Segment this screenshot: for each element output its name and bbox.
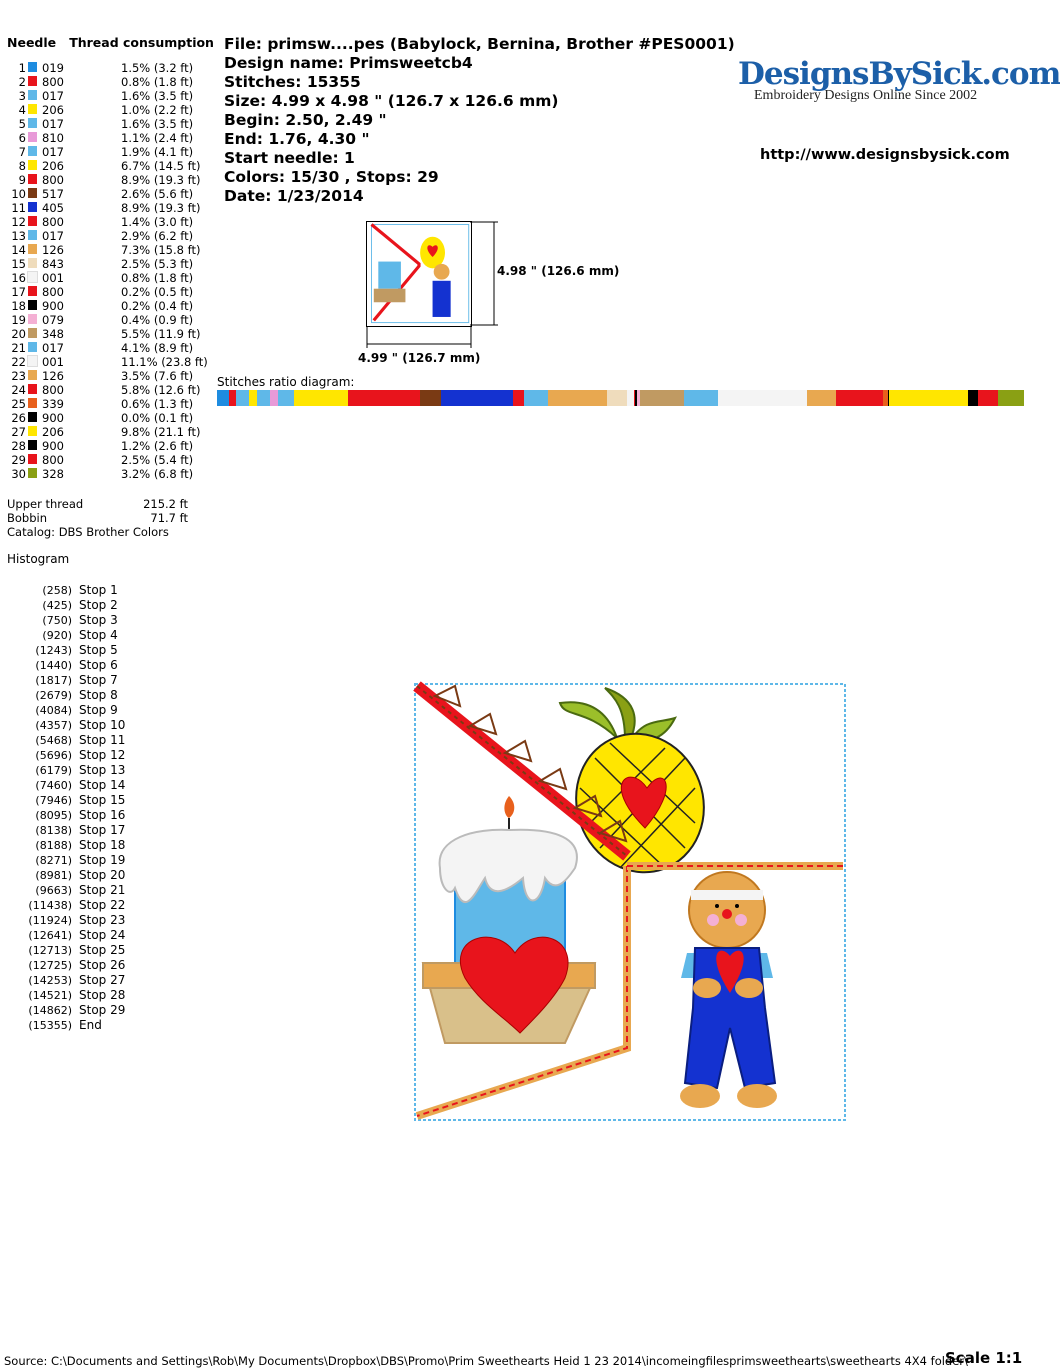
stitches-line: Stitches: 15355 — [224, 73, 361, 91]
thread-color-swatch — [28, 286, 37, 296]
thread-consumption: 4.1% (8.9 ft) — [121, 341, 194, 355]
histogram-title: Histogram — [7, 552, 70, 566]
thread-color-swatch — [28, 174, 37, 184]
thread-color-swatch — [28, 412, 37, 422]
needle-number: 14 — [11, 243, 26, 257]
stitch-count: (12725) — [28, 959, 72, 972]
thread-color-swatch — [28, 202, 37, 212]
stitch-count: (12641) — [28, 929, 72, 942]
stop-label: Stop 24 — [79, 928, 126, 942]
thread-code: 339 — [42, 397, 64, 411]
stop-label: Stop 9 — [79, 703, 118, 717]
thread-consumption: 0.8% (1.8 ft) — [121, 75, 194, 89]
thread-consumption-column-label: Thread consumption — [69, 35, 214, 50]
thread-color-swatch — [28, 258, 37, 268]
stop-label: Stop 27 — [79, 973, 126, 987]
stop-label: Stop 14 — [79, 778, 126, 792]
height-dimension-label: 4.98 " (126.6 mm) — [497, 264, 620, 278]
stitches-ratio-bar — [217, 390, 1024, 406]
needle-number: 10 — [11, 187, 26, 201]
thread-consumption: 8.9% (19.3 ft) — [121, 201, 201, 215]
stop-label: Stop 25 — [79, 943, 126, 957]
thread-code: 017 — [42, 117, 64, 131]
thread-code: 017 — [42, 341, 64, 355]
needle-number: 27 — [11, 425, 26, 439]
thread-color-swatch — [28, 90, 37, 100]
ratio-segment — [607, 390, 627, 406]
design-preview — [395, 678, 855, 1128]
stop-label: Stop 20 — [79, 868, 126, 882]
thread-consumption: 0.6% (1.3 ft) — [121, 397, 194, 411]
thread-code: 017 — [42, 145, 64, 159]
thread-consumption: 11.1% (23.8 ft) — [121, 355, 208, 369]
thread-code: 800 — [42, 285, 64, 299]
thread-consumption: 5.8% (12.6 ft) — [121, 383, 201, 397]
thread-consumption: 5.5% (11.9 ft) — [121, 327, 201, 341]
stop-label: Stop 19 — [79, 853, 126, 867]
stop-label: Stop 1 — [79, 583, 118, 597]
bobbin-value: 71.7 ft — [150, 511, 188, 525]
stitch-count: (11924) — [28, 914, 72, 927]
thread-consumption: 3.2% (6.8 ft) — [121, 467, 194, 481]
ratio-segment — [836, 390, 883, 406]
needle-number: 25 — [11, 397, 26, 411]
width-dimension-line — [366, 326, 474, 350]
thread-code: 001 — [42, 271, 64, 285]
thread-color-swatch — [28, 370, 37, 380]
stop-label: Stop 21 — [79, 883, 126, 897]
ratio-segment — [441, 390, 513, 406]
thread-consumption: 3.5% (7.6 ft) — [121, 369, 194, 383]
needle-number: 19 — [11, 313, 26, 327]
stitch-count: (8271) — [35, 854, 72, 867]
ratio-segment — [278, 390, 293, 406]
width-dimension-label: 4.99 " (126.7 mm) — [358, 351, 481, 365]
needle-number: 22 — [11, 355, 26, 369]
thread-consumption: 7.3% (15.8 ft) — [121, 243, 201, 257]
thread-color-swatch — [28, 62, 37, 72]
stitch-count: (8095) — [35, 809, 72, 822]
thread-code: 126 — [42, 243, 64, 257]
begin-line: Begin: 2.50, 2.49 " — [224, 111, 387, 129]
stitch-count: (2679) — [35, 689, 72, 702]
thread-consumption: 1.5% (3.2 ft) — [121, 61, 194, 75]
thread-color-swatch — [28, 468, 37, 478]
needle-number: 8 — [18, 159, 26, 173]
thread-consumption: 6.7% (14.5 ft) — [121, 159, 201, 173]
thread-color-swatch — [28, 244, 37, 254]
stop-label: Stop 4 — [79, 628, 118, 642]
thread-consumption: 2.6% (5.6 ft) — [121, 187, 194, 201]
brand-logo — [738, 56, 1060, 104]
thread-code: 405 — [42, 201, 64, 215]
ratio-segment — [968, 390, 978, 406]
ratio-segment — [348, 390, 420, 406]
stop-label: Stop 13 — [79, 763, 126, 777]
height-dimension-line — [470, 221, 500, 327]
file-line: File: primsw....pes (Babylock, Bernina, Brother #PES0001) — [224, 35, 735, 53]
thread-code: 843 — [42, 257, 64, 271]
stop-label: Stop 28 — [79, 988, 126, 1002]
needle-number: 12 — [11, 215, 26, 229]
needle-number: 9 — [18, 173, 26, 187]
thread-color-swatch — [28, 146, 37, 156]
thread-consumption: 0.4% (0.9 ft) — [121, 313, 194, 327]
thread-code: 800 — [42, 453, 64, 467]
thread-code: 348 — [42, 327, 64, 341]
stop-label: End — [79, 1018, 102, 1032]
thread-consumption: 1.4% (3.0 ft) — [121, 215, 194, 229]
stitch-count: (14253) — [28, 974, 72, 987]
stitch-count: (1243) — [35, 644, 72, 657]
thread-color-swatch — [28, 426, 37, 436]
thread-totals — [7, 497, 188, 539]
stop-label: Stop 26 — [79, 958, 126, 972]
stop-label: Stop 5 — [79, 643, 118, 657]
thread-color-swatch — [28, 230, 37, 240]
size-line: Size: 4.99 x 4.98 " (126.7 x 126.6 mm) — [224, 92, 559, 110]
stop-label: Stop 15 — [79, 793, 126, 807]
thread-color-swatch — [28, 272, 37, 282]
needle-number: 29 — [11, 453, 26, 467]
thread-color-swatch — [28, 342, 37, 352]
thread-consumption: 0.2% (0.5 ft) — [121, 285, 194, 299]
thread-consumption: 8.9% (19.3 ft) — [121, 173, 201, 187]
stop-label: Stop 2 — [79, 598, 118, 612]
upper-thread-value: 215.2 ft — [143, 497, 188, 511]
thread-code: 017 — [42, 89, 64, 103]
needle-number: 18 — [11, 299, 26, 313]
stop-label: Stop 7 — [79, 673, 118, 687]
needle-number: 2 — [18, 75, 26, 89]
thread-color-swatch — [28, 132, 37, 142]
needle-number: 17 — [11, 285, 26, 299]
thread-color-swatch — [28, 188, 37, 198]
thread-color-swatch — [28, 160, 37, 170]
needle-number: 24 — [11, 383, 26, 397]
catalog-label: Catalog: DBS Brother Colors — [7, 525, 169, 539]
ratio-segment — [684, 390, 717, 406]
ratio-segment — [640, 390, 684, 406]
thread-code: 001 — [42, 355, 64, 369]
thread-consumption: 1.2% (2.6 ft) — [121, 439, 194, 453]
thread-color-swatch — [28, 118, 37, 128]
needle-number: 4 — [18, 103, 26, 117]
stitch-count: (258) — [42, 584, 72, 597]
ratio-segment — [978, 390, 998, 406]
ratio-segment — [513, 390, 524, 406]
stitch-count: (920) — [42, 629, 72, 642]
thread-code: 800 — [42, 173, 64, 187]
stop-label: Stop 8 — [79, 688, 118, 702]
stitch-count: (6179) — [35, 764, 72, 777]
thread-color-swatch — [28, 440, 37, 450]
thread-color-swatch — [28, 356, 37, 366]
ratio-segment — [718, 390, 808, 406]
thread-consumption: 9.8% (21.1 ft) — [121, 425, 201, 439]
thread-consumption: 1.1% (2.4 ft) — [121, 131, 194, 145]
needle-number: 28 — [11, 439, 26, 453]
thread-code: 328 — [42, 467, 64, 481]
thread-color-swatch — [28, 398, 37, 408]
thread-color-swatch — [28, 104, 37, 114]
thread-consumption: 0.0% (0.1 ft) — [121, 411, 194, 425]
bobbin-label: Bobbin — [7, 511, 48, 525]
stitch-count: (8138) — [35, 824, 72, 837]
ratio-segment — [270, 390, 279, 406]
thread-code: 900 — [42, 439, 64, 453]
stitch-count: (425) — [42, 599, 72, 612]
needle-number: 16 — [11, 271, 26, 285]
thread-color-swatch — [28, 76, 37, 86]
thread-consumption: 2.5% (5.4 ft) — [121, 453, 194, 467]
stitch-count: (7460) — [35, 779, 72, 792]
ratio-segment — [217, 390, 229, 406]
stop-label: Stop 23 — [79, 913, 126, 927]
needle-number: 20 — [11, 327, 26, 341]
stop-label: Stop 29 — [79, 1003, 126, 1017]
thread-color-swatch — [28, 216, 37, 226]
ratio-segment — [236, 390, 249, 406]
thread-code: 900 — [42, 299, 64, 313]
thread-consumption: 0.2% (0.4 ft) — [121, 299, 194, 313]
thread-code: 800 — [42, 383, 64, 397]
needle-number: 5 — [18, 117, 26, 131]
stitch-count: (4357) — [35, 719, 72, 732]
ratio-segment — [548, 390, 607, 406]
stop-label: Stop 12 — [79, 748, 126, 762]
website-url[interactable]: http://www.designsbysick.com — [760, 147, 1010, 163]
thread-code: 900 — [42, 411, 64, 425]
stitch-count: (1817) — [35, 674, 72, 687]
ratio-segment — [998, 390, 1024, 406]
stitch-count: (8188) — [35, 839, 72, 852]
ratio-segment — [249, 390, 257, 406]
scale-label: Scale 1:1 — [945, 1349, 1023, 1367]
needle-number: 7 — [18, 145, 26, 159]
needle-number: 26 — [11, 411, 26, 425]
colors-line: Colors: 15/30 , Stops: 29 — [224, 168, 439, 186]
thread-consumption: 1.6% (3.5 ft) — [121, 117, 194, 131]
ratio-segment — [420, 390, 441, 406]
stitch-count: (14521) — [28, 989, 72, 1002]
stitch-count: (14862) — [28, 1004, 72, 1017]
thread-code: 810 — [42, 131, 64, 145]
ratio-segment — [294, 390, 348, 406]
stitch-count: (11438) — [28, 899, 72, 912]
thread-consumption: 2.5% (5.3 ft) — [121, 257, 194, 271]
thread-code: 206 — [42, 159, 64, 173]
stop-label: Stop 10 — [79, 718, 126, 732]
stitch-count: (4084) — [35, 704, 72, 717]
thread-consumption: 1.0% (2.2 ft) — [121, 103, 194, 117]
stop-label: Stop 22 — [79, 898, 126, 912]
thread-color-swatch — [28, 384, 37, 394]
thread-consumption: 0.8% (1.8 ft) — [121, 271, 194, 285]
thread-consumption: 1.9% (4.1 ft) — [121, 145, 194, 159]
thread-code: 017 — [42, 229, 64, 243]
needle-column-label: Needle — [7, 35, 57, 50]
stitch-count: (7946) — [35, 794, 72, 807]
ratio-segment — [524, 390, 547, 406]
stitch-count: (1440) — [35, 659, 72, 672]
logo-tagline: Embroidery Designs Online Since 2002 — [754, 88, 978, 103]
thread-code: 126 — [42, 369, 64, 383]
stop-label: Stop 17 — [79, 823, 126, 837]
ratio-segment — [807, 390, 835, 406]
stitch-count: (12713) — [28, 944, 72, 957]
needle-number: 15 — [11, 257, 26, 271]
stitch-count: (9663) — [35, 884, 72, 897]
source-path: Source: C:\Documents and Settings\Rob\My Documents\Dropbox\DBS\Promo\Prim Sweethearts Heid 1 23 2014\incomeingfilesprimsweethearts\sweethearts 4X4 folder\ — [4, 1354, 968, 1368]
thread-code: 206 — [42, 425, 64, 439]
stitch-count: (5468) — [35, 734, 72, 747]
stitch-count: (8981) — [35, 869, 72, 882]
design-info — [224, 35, 735, 206]
stop-label: Stop 6 — [79, 658, 118, 672]
stop-label: Stop 11 — [79, 733, 126, 747]
thumbnail-artwork — [367, 222, 471, 326]
upper-thread-label: Upper thread — [7, 497, 84, 511]
date-line: Date: 1/23/2014 — [224, 187, 364, 205]
logo-text: DesignsBySick.com — [738, 56, 1060, 92]
needle-number: 21 — [11, 341, 26, 355]
needle-number: 13 — [11, 229, 26, 243]
design-thumbnail — [366, 221, 472, 327]
stop-label: Stop 18 — [79, 838, 126, 852]
thread-code: 079 — [42, 313, 64, 327]
end-line: End: 1.76, 4.30 " — [224, 130, 370, 148]
stop-label: Stop 3 — [79, 613, 118, 627]
ratio-segment — [257, 390, 270, 406]
thread-code: 800 — [42, 215, 64, 229]
thread-code: 800 — [42, 75, 64, 89]
needle-number: 30 — [11, 467, 26, 481]
start-needle-line: Start needle: 1 — [224, 149, 355, 167]
thread-table-header — [7, 35, 214, 50]
thread-color-swatch — [28, 300, 37, 310]
needle-number: 11 — [11, 201, 26, 215]
thread-consumption: 2.9% (6.2 ft) — [121, 229, 194, 243]
thread-consumption: 1.6% (3.5 ft) — [121, 89, 194, 103]
stitch-count: (15355) — [28, 1019, 72, 1032]
thread-code: 517 — [42, 187, 64, 201]
thread-code: 019 — [42, 61, 64, 75]
thread-code: 206 — [42, 103, 64, 117]
ratio-diagram-title: Stitches ratio diagram: — [217, 375, 355, 389]
thread-color-swatch — [28, 314, 37, 324]
stitch-count: (750) — [42, 614, 72, 627]
stop-label: Stop 16 — [79, 808, 126, 822]
design-name-line: Design name: Primsweetcb4 — [224, 54, 473, 72]
needle-number: 6 — [18, 131, 26, 145]
thread-color-swatch — [28, 328, 37, 338]
needle-number: 1 — [18, 61, 26, 75]
needle-number: 23 — [11, 369, 26, 383]
ratio-segment — [889, 390, 968, 406]
needle-number: 3 — [18, 89, 26, 103]
thread-color-swatch — [28, 454, 37, 464]
stitch-count: (5696) — [35, 749, 72, 762]
